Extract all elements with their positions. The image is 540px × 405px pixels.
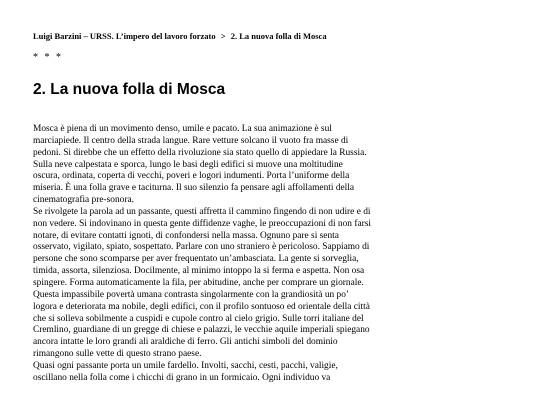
paragraph: Quasi ogni passante porta un umile fardello. Involti, sacchi, cesti, pacchi, valigie, oscillano nella folla come i chicchi di grano in un formicaio. Ogni individuo va — [33, 360, 338, 383]
breadcrumb — [33, 31, 327, 41]
paragraph: Se rivolgete la parola ad un passante, questi affretta il cammino fingendo di non udire e di non vedere. Si indovinano in questa gente diffidenze vaghe, le preoccupazioni di non farsi notare, di evitare contatti ignoti, di confondersi nella massa. Ognuno pare si senta osservato, vigilato, spiato, sospettato. Parlare con uno straniero è pericoloso. Sappiamo di persone che sono scomparse per aver frequentato un’ambasciata. La gente si sorveglia, timida, assorta, silenziosa. Docilmente, al minimo intoppo la si ferma e aspetta. Non osa spingere. Forma automaticamente la fila, per abitudine, anche per comprare un giornale. — [33, 206, 371, 288]
paragraph: Mosca è piena di un movimento denso, umile e pacato. La sua animazione è sul marciapiede. Il centro della strada langue. Rare vetture solcano il vuoto fra masse di pedoni. Si direbbe che un effetto della rivoluzione sia stato quello di appiedare la Russia. — [33, 124, 367, 158]
breadcrumb-book-link[interactable]: Luigi Barzini – URSS. L’impero del lavoro forzato — [33, 31, 216, 41]
article-body — [33, 124, 371, 385]
section-divider: * * * — [33, 52, 63, 63]
breadcrumb-chapter-link[interactable]: 2. La nuova folla di Mosca — [230, 31, 327, 41]
page-title: 2. La nuova folla di Mosca — [33, 81, 226, 98]
breadcrumb-separator: > — [220, 31, 226, 41]
paragraph: Questa impassibile povertà umana contrasta singolarmente con la grandiosità un po’ logora e deteriorata ma nobile, degli edifici, con il profilo sontuoso ed orientale della città che si solleva sobilmente a cuspidi e cupole contro al cielo grigio. Sulle torri italiane del Cremlino, guardiane di un gregge di chiese e palazzi, le vecchie aquile imperiali spiegano ancora intatte le loro grandi ali araldiche di ferro. Gli antichi simboli del dominio rimangono sulle vette di questo strano paese. — [33, 289, 370, 360]
paragraph: Sulla neve calpestata e sporca, lungo le basi degli edifici si muove una moltitudine oscura, ordinata, coperta di vecchi, poveri e logori indumenti. Porta l’uniforme della miseria. È una folla grave e taciturna. Il suo silenzio fa pensare agli affollamenti della cinematografia pre-sonora. — [33, 159, 355, 206]
